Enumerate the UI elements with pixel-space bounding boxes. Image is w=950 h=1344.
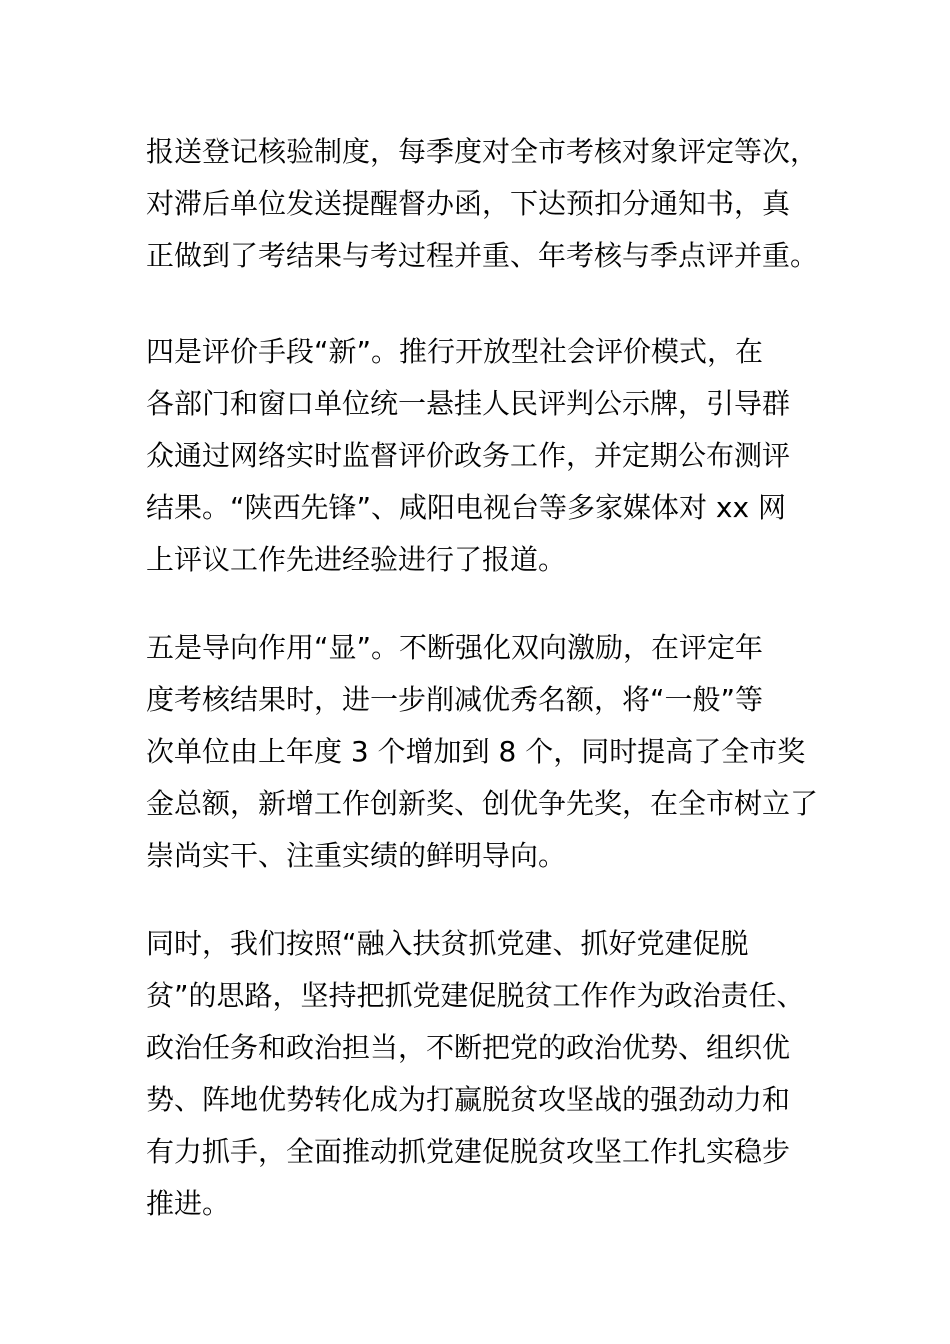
paragraph-guidance-role (146, 622, 846, 882)
text-line: 上评议工作先进经验进行了报道。 (146, 543, 567, 576)
text-line: 崇尚实干、注重实绩的鲜明导向。 (146, 839, 567, 872)
text-line: 对滞后单位发送提醒督办函，下达预扣分通知书，真 (146, 187, 791, 220)
text-line: 众通过网络实时监督评价政务工作，并定期公布测评 (146, 439, 791, 472)
text-line: 政治任务和政治担当，不断把党的政治优势、组织优 (146, 1031, 791, 1064)
paragraph-poverty-alleviation (146, 918, 846, 1230)
text-line: 金总额，新增工作创新奖、创优争先奖，在全市树立了 (146, 787, 819, 820)
text-line: 各部门和窗口单位统一悬挂人民评判公示牌，引导群 (146, 387, 791, 420)
text-line: 四是评价手段“新”。推行开放型社会评价模式，在 (146, 335, 764, 368)
text-line: 同时，我们按照“融入扶贫抓党建、抓好党建促脱 (146, 927, 749, 960)
text-line: 结果。“陕西先锋”、咸阳电视台等多家媒体对 xx 网 (146, 491, 786, 524)
text-line: 贫”的思路，坚持把抓党建促脱贫工作作为政治责任、 (146, 979, 805, 1012)
paragraph-assessment-registration (146, 126, 846, 282)
text-line: 次单位由上年度 3 个增加到 8 个，同时提高了全市奖 (146, 735, 806, 768)
text-line: 报送登记核验制度，每季度对全市考核对象评定等次， (146, 135, 819, 168)
text-line: 五是导向作用“显”。不断强化双向激励，在评定年 (146, 631, 764, 664)
text-line: 势、阵地优势转化成为打赢脱贫攻坚战的强劲动力和 (146, 1083, 791, 1116)
text-line: 度考核结果时，进一步削减优秀名额，将“一般”等 (146, 683, 764, 716)
text-line: 正做到了考结果与考过程并重、年考核与季点评并重。 (146, 239, 819, 272)
paragraph-evaluation-means (146, 326, 846, 586)
text-line: 推进。 (146, 1187, 231, 1220)
text-line: 有力抓手，全面推动抓党建促脱贫攻坚工作扎实稳步 (146, 1135, 791, 1168)
